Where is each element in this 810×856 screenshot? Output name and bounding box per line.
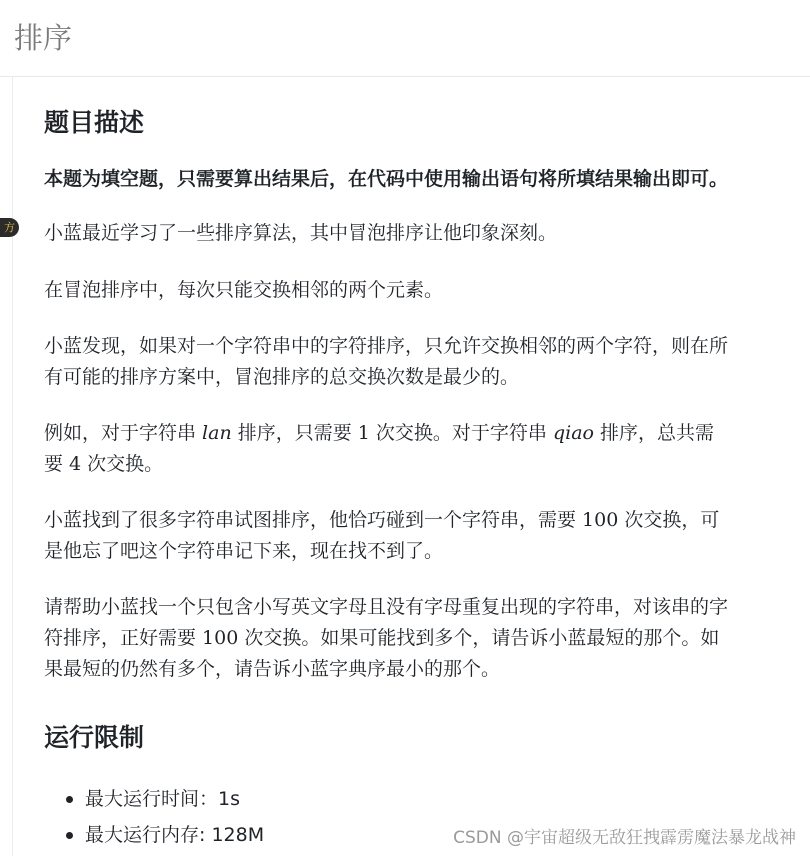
math-4: 4 <box>69 453 82 475</box>
math-100-b: 100 <box>202 627 239 649</box>
math-100: 100 <box>582 509 619 531</box>
p5-text-b: 次交换，可 <box>618 509 720 531</box>
page-title: 排序 <box>14 21 73 55</box>
bullet-icon <box>66 796 73 803</box>
limits-heading: 运行限制 <box>44 723 145 752</box>
header-divider <box>0 76 810 77</box>
p4-text-c: 次交换。对于字符串 <box>369 422 553 444</box>
math-1: 1 <box>357 422 370 444</box>
p6-text-b: 次交换。如果可能找到多个，请告诉小蓝最短的那个。如 <box>238 627 720 649</box>
limit-item <box>44 781 810 817</box>
p6-text-a: 符排序，正好需要 <box>44 627 203 649</box>
p4-text-b: 排序，只需要 <box>231 422 358 444</box>
p4-text-e: 要 <box>44 453 70 475</box>
p4-text-a: 例如，对于字符串 <box>44 422 203 444</box>
paragraph-4 <box>44 418 810 480</box>
math-qiao: qiao <box>552 422 594 444</box>
paragraph-3 <box>44 331 810 393</box>
problem-content <box>44 104 810 853</box>
p6-line1: 请帮助小蓝找一个只包含小写英文字母且没有字母重复出现的字符串，对该串的字 <box>44 596 729 618</box>
left-border <box>12 77 13 856</box>
paragraph-6 <box>44 592 810 685</box>
side-tab[interactable]: 方 <box>0 218 19 237</box>
p5-text-a: 小蓝找到了很多字符串试图排序，他恰巧碰到一个字符串，需要 <box>44 509 583 531</box>
math-lan: lan <box>202 422 232 444</box>
paragraph-2: 在冒泡排序中，每次只能交换相邻的两个元素。 <box>44 279 444 301</box>
paragraph-1: 小蓝最近学习了一些排序算法，其中冒泡排序让他印象深刻。 <box>44 222 558 244</box>
paragraph-5 <box>44 505 810 567</box>
p4-text-f: 次交换。 <box>81 453 164 475</box>
paragraph-3-line2: 有可能的排序方案中，冒泡排序的总交换次数是最少的。 <box>44 366 520 388</box>
limit-time: 最大运行时间：1s <box>85 788 240 810</box>
paragraph-3-line1: 小蓝发现，如果对一个字符串中的字符排序，只允许交换相邻的两个字符，则在所 <box>44 335 729 357</box>
p6-line3: 果最短的仍然有多个，请告诉小蓝字典序最小的那个。 <box>44 658 501 680</box>
p5-line2: 是他忘了吧这个字符串记下来，现在找不到了。 <box>44 540 444 562</box>
bullet-icon <box>66 832 73 839</box>
csdn-watermark: CSDN @宇宙超级无敌狂拽霹雳魔法暴龙战神 <box>453 828 796 848</box>
description-heading: 题目描述 <box>44 108 145 137</box>
limit-memory: 最大运行内存: 128M <box>85 824 265 846</box>
fill-in-notice: 本题为填空题，只需要算出结果后，在代码中使用输出语句将所填结果输出即可。 <box>44 168 729 190</box>
p4-text-d: 排序，总共需 <box>594 422 715 444</box>
